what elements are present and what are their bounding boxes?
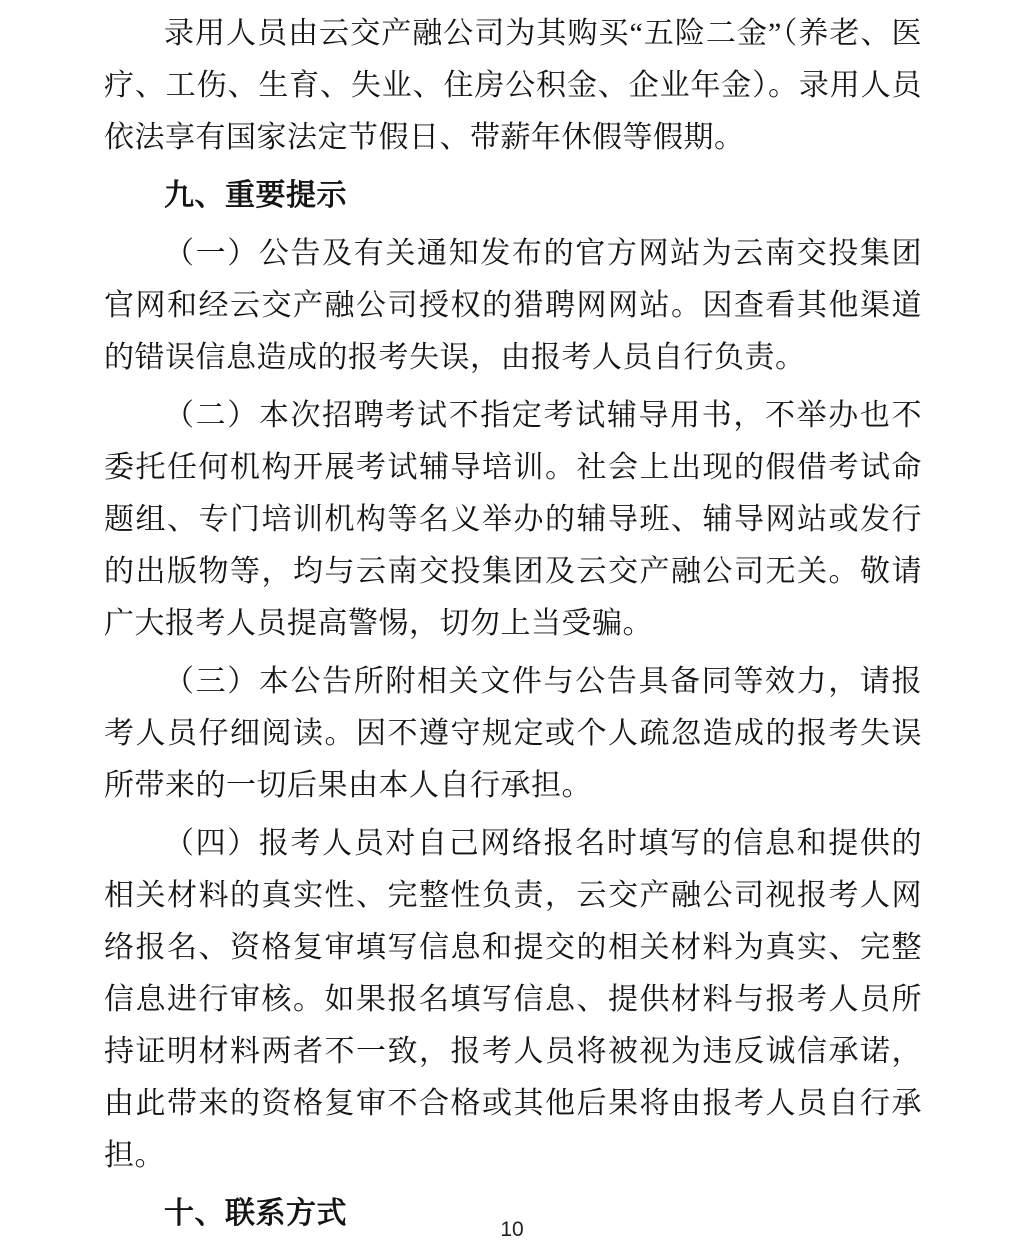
paragraph: （三）本公告所附相关文件与公告具备同等效力，请报考人员仔细阅读。因不遵守规定或个人疏忽造成的报考失误所带来的一切后果由本人自行承担。 — [104, 665, 922, 802]
section-heading: 九、重要提示 — [164, 179, 347, 212]
page-number: 10 — [500, 1218, 524, 1241]
section-heading: 十、联系方式 — [164, 1197, 347, 1230]
paragraph: （一）公告及有关通知发布的官方网站为云南交投集团官网和经云交产融公司授权的猎聘网网站。因查看其他渠道的错误信息造成的报考失误，由报考人员自行负责。 — [104, 237, 922, 374]
paragraph: （四）报考人员对自己网络报名时填写的信息和提供的相关材料的真实性、完整性负责，云交产融公司视报考人网络报名、资格复审填写信息和提交的相关材料为真实、完整信息进行审核。如果报名填写信息、提供材料与报考人员所持证明材料两者不一致，报考人员将被视为违反诚信承诺，由此带来的资格复审不合格或其他后果将由报考人员自行承担。 — [104, 827, 922, 1172]
document-body — [104, 8, 922, 1246]
paragraph: （二）本次招聘考试不指定考试辅导用书，不举办也不委托任何机构开展考试辅导培训。社会上出现的假借考试命题组、专门培训机构等名义举办的辅导班、辅导网站或发行的出版物等，均与云南交投集团及云交产融公司无关。敬请广大报考人员提高警惕，切勿上当受骗。 — [104, 399, 922, 640]
paragraph: 录用人员由云交产融公司为其购买“五险二金”（养老、医疗、工伤、生育、失业、住房公积金、企业年金）。录用人员依法享有国家法定节假日、带薪年休假等假期。 — [104, 17, 922, 154]
